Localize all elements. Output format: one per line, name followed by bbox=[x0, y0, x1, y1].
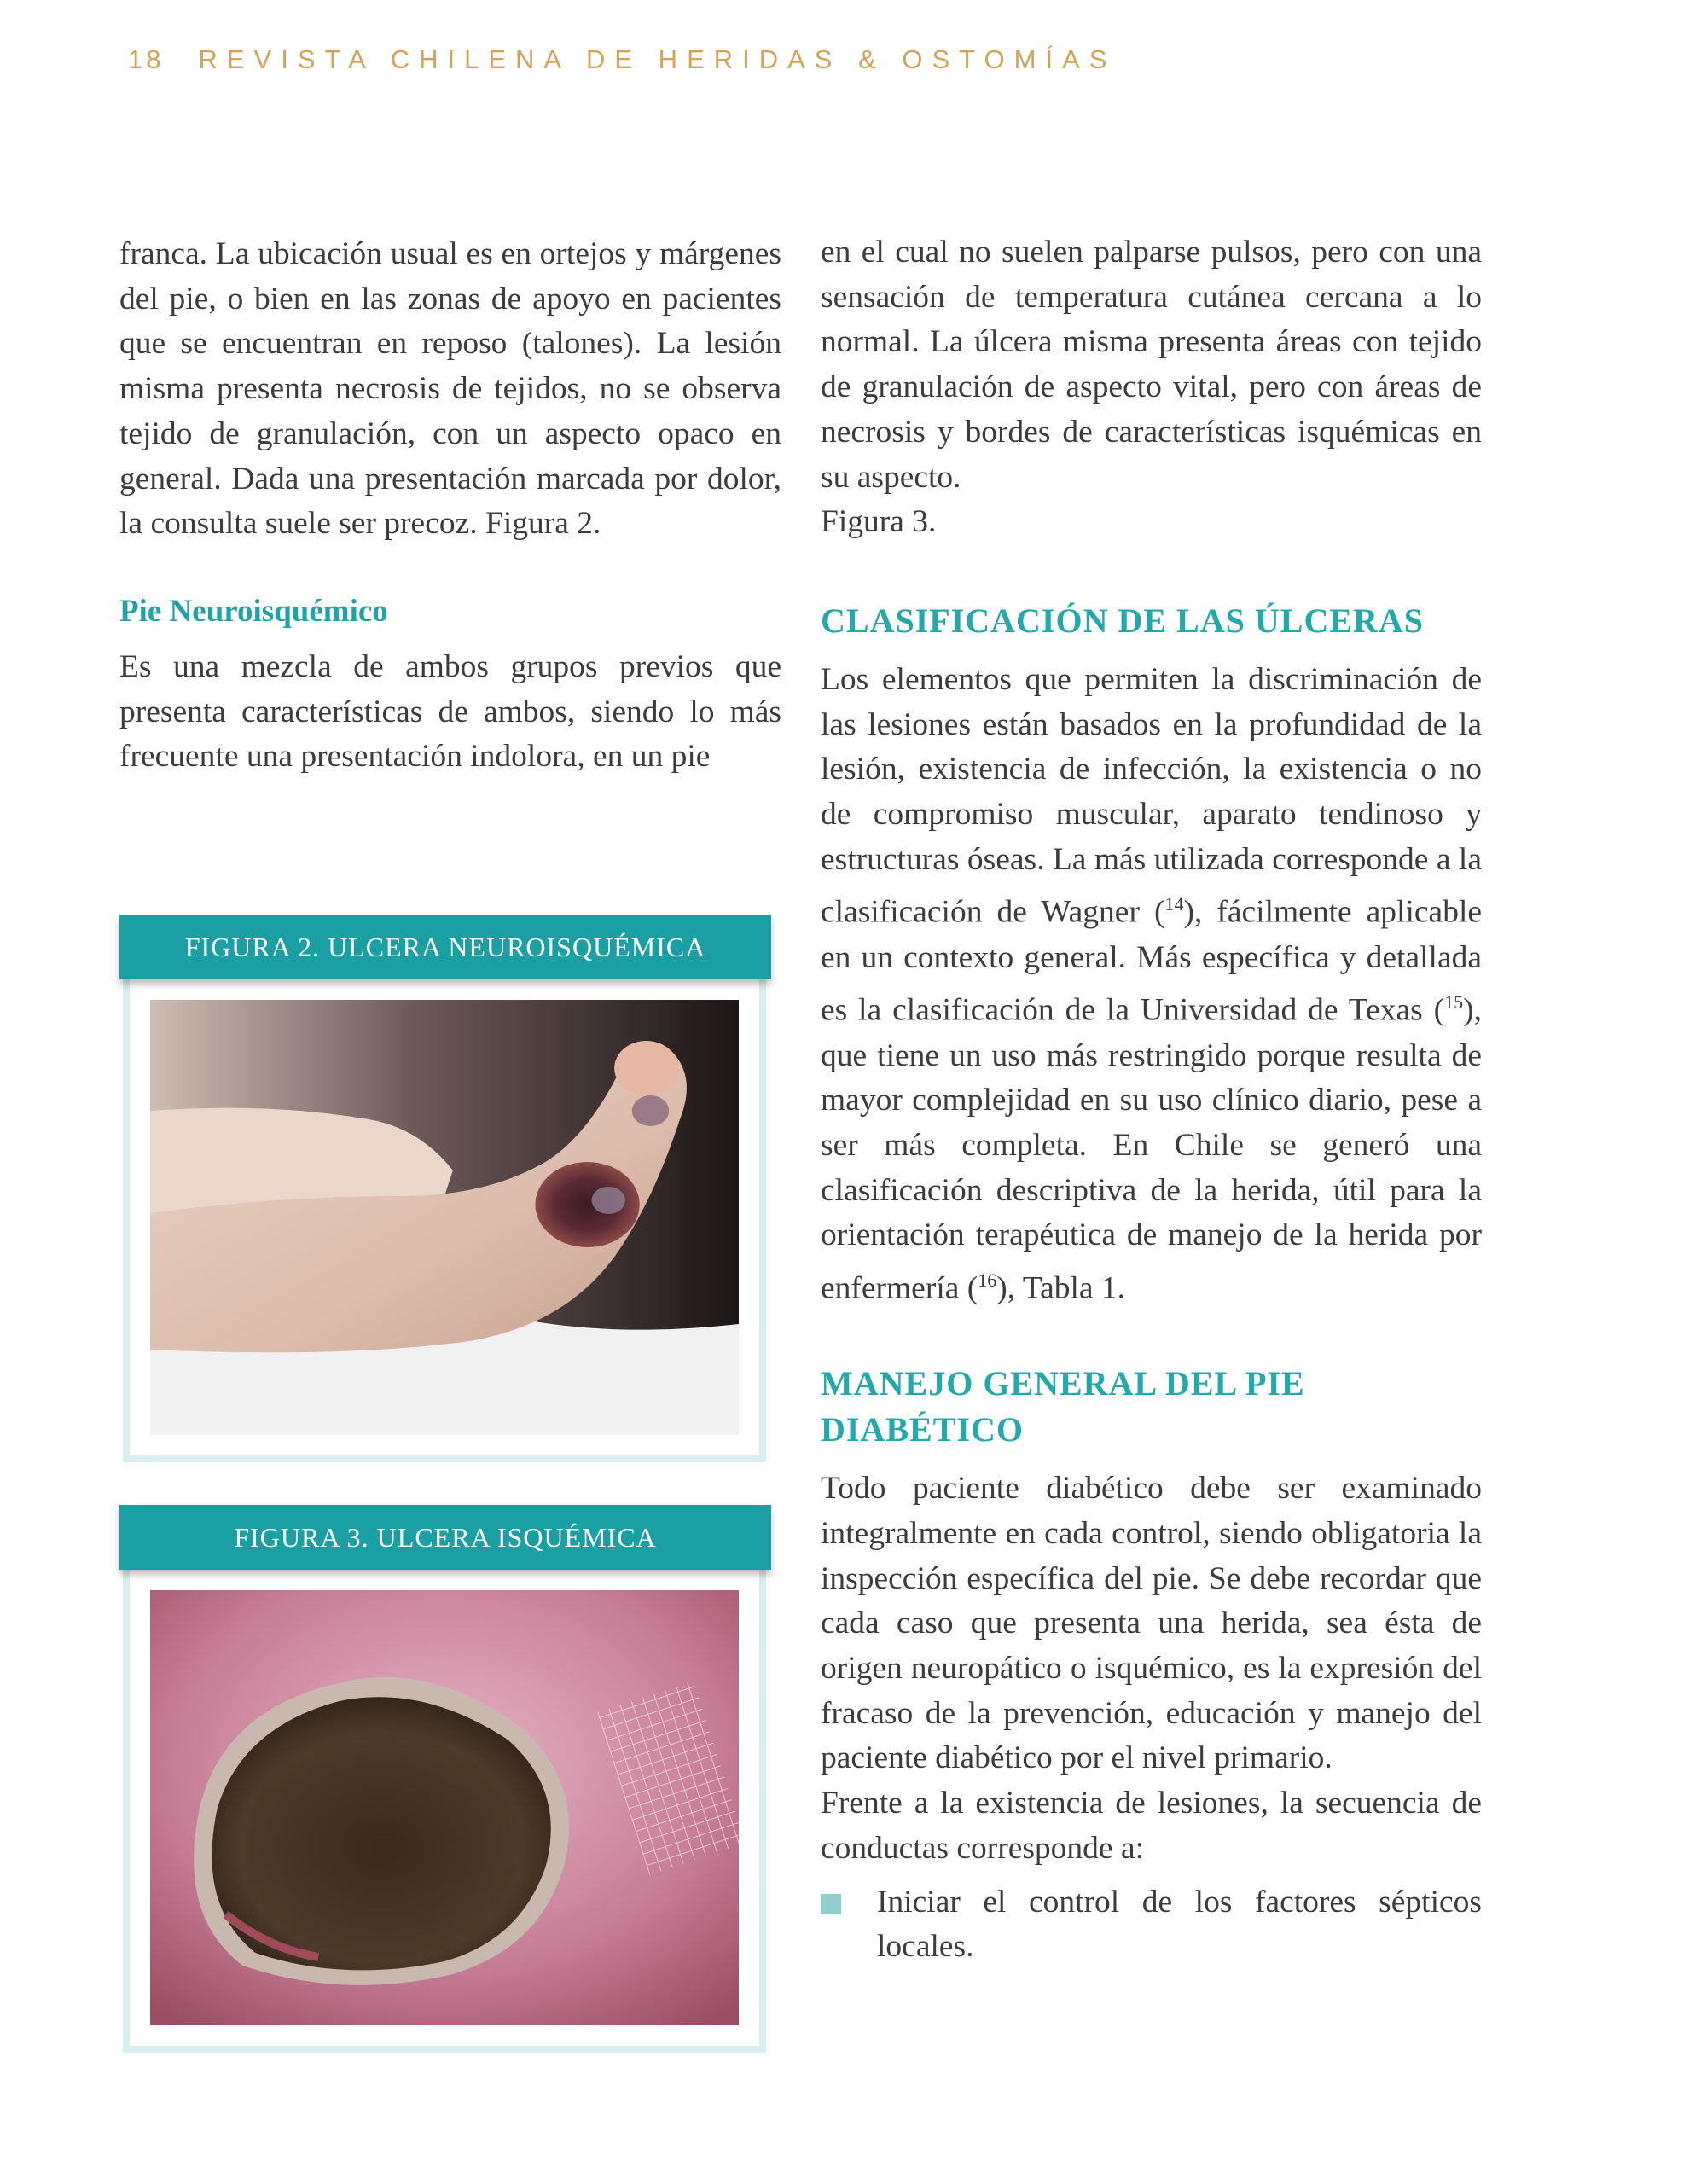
clasificacion-text-part-a: Los elementos que permiten la discriminación de las lesiones están basados en la profundidad de la lesión, existencia de infección, la existencia o no de compromiso muscular, aparato tendinoso y estructuras óseas. La más utilizada corresponde a la clasificación de Wagner ( bbox=[821, 661, 1482, 930]
clasificacion-text-part-b: ), fácilmente aplicable en un contexto general. Más específica y detallada es la clasificación de la Universidad de Texas ( bbox=[821, 894, 1483, 1028]
reference-14: 14 bbox=[1164, 893, 1184, 915]
figure-2 bbox=[119, 915, 771, 1462]
reference-15: 15 bbox=[1444, 991, 1464, 1014]
bullet-text: Iniciar el control de los factores sépticos locales. bbox=[877, 1884, 1482, 1965]
right-column bbox=[821, 230, 1482, 1970]
paragraph-continuation: en el cual no suelen palparse pulsos, pero con una sensación de temperatura cutánea cercana a lo normal. La úlcera misma presenta áreas con tejido de granulación de aspecto vital, pero con áreas de necrosis y bordes de características isquémicas en su aspecto. bbox=[821, 235, 1482, 495]
reference-16: 16 bbox=[978, 1269, 997, 1292]
figure-2-frame bbox=[123, 979, 766, 1462]
paragraph-manejo: Todo paciente diabético debe ser examinado integralmente en cada control, siendo obligatoria la inspección específica del pie. Se debe recordar que cada caso que presenta una herida, sea ésta de origen neuropático o isquémico, es la expresión del fracaso de la prevención, educación y manejo del paciente diabético por el nivel primario. bbox=[821, 1471, 1482, 1776]
figure-3-reference: Figura 3. bbox=[821, 504, 937, 540]
subheading-pie-neuroisquemico: Pie Neuroisquémico bbox=[119, 593, 388, 629]
running-header bbox=[128, 44, 1116, 75]
heading-manejo-general: MANEJO GENERAL DEL PIE DIABÉTICO bbox=[821, 1364, 1305, 1449]
clasificacion-text-part-c: ), que tiene un uso más restringido porque resulta de mayor complejidad en su uso clínico diario, pese a ser más completa. En Chile se generó una clasificación descriptiva de la herida, útil para la orientación terapéutica de manejo de la herida por enfermería ( bbox=[821, 992, 1482, 1306]
figure-3-photo bbox=[150, 1590, 739, 2025]
figure-2-photo bbox=[150, 1000, 739, 1435]
list-item bbox=[821, 1880, 1482, 1970]
paragraph-secuencia: Frente a la existencia de lesiones, la secuencia de conductas corresponde a: bbox=[821, 1786, 1482, 1866]
clasificacion-text-part-d: ), Tabla 1. bbox=[996, 1270, 1126, 1306]
figure-3 bbox=[119, 1505, 771, 2053]
bullet-square-icon bbox=[821, 1894, 841, 1914]
figure-3-frame bbox=[123, 1570, 766, 2053]
left-column bbox=[119, 232, 781, 780]
figure-3-caption: FIGURA 3. ULCERA ISQUÉMICA bbox=[119, 1505, 771, 1570]
figure-2-caption: FIGURA 2. ULCERA NEUROISQUÉMICA bbox=[119, 915, 771, 979]
paragraph-neuroisquemico: Es una mezcla de ambos grupos previos que presenta características de ambos, siendo lo más frecuente una presentación indolora, en un pie bbox=[119, 648, 781, 775]
page-number: 18 bbox=[128, 44, 165, 74]
paragraph-clasificacion bbox=[821, 658, 1482, 1311]
heading-clasificacion: CLASIFICACIÓN DE LAS ÚLCERAS bbox=[821, 601, 1425, 640]
journal-title: REVISTA CHILENA DE HERIDAS & OSTOMÍAS bbox=[198, 44, 1117, 74]
intro-paragraph: franca. La ubicación usual es en ortejos y márgenes del pie, o bien en las zonas de apoyo en pacientes que se encuentran en reposo (talones). La lesión misma presenta necrosis de tejidos, no se observa tejido de granulación, con un aspecto opaco en general. Dada una presentación marcada por dolor, la consulta suele ser precoz. Figura 2. bbox=[119, 236, 781, 542]
